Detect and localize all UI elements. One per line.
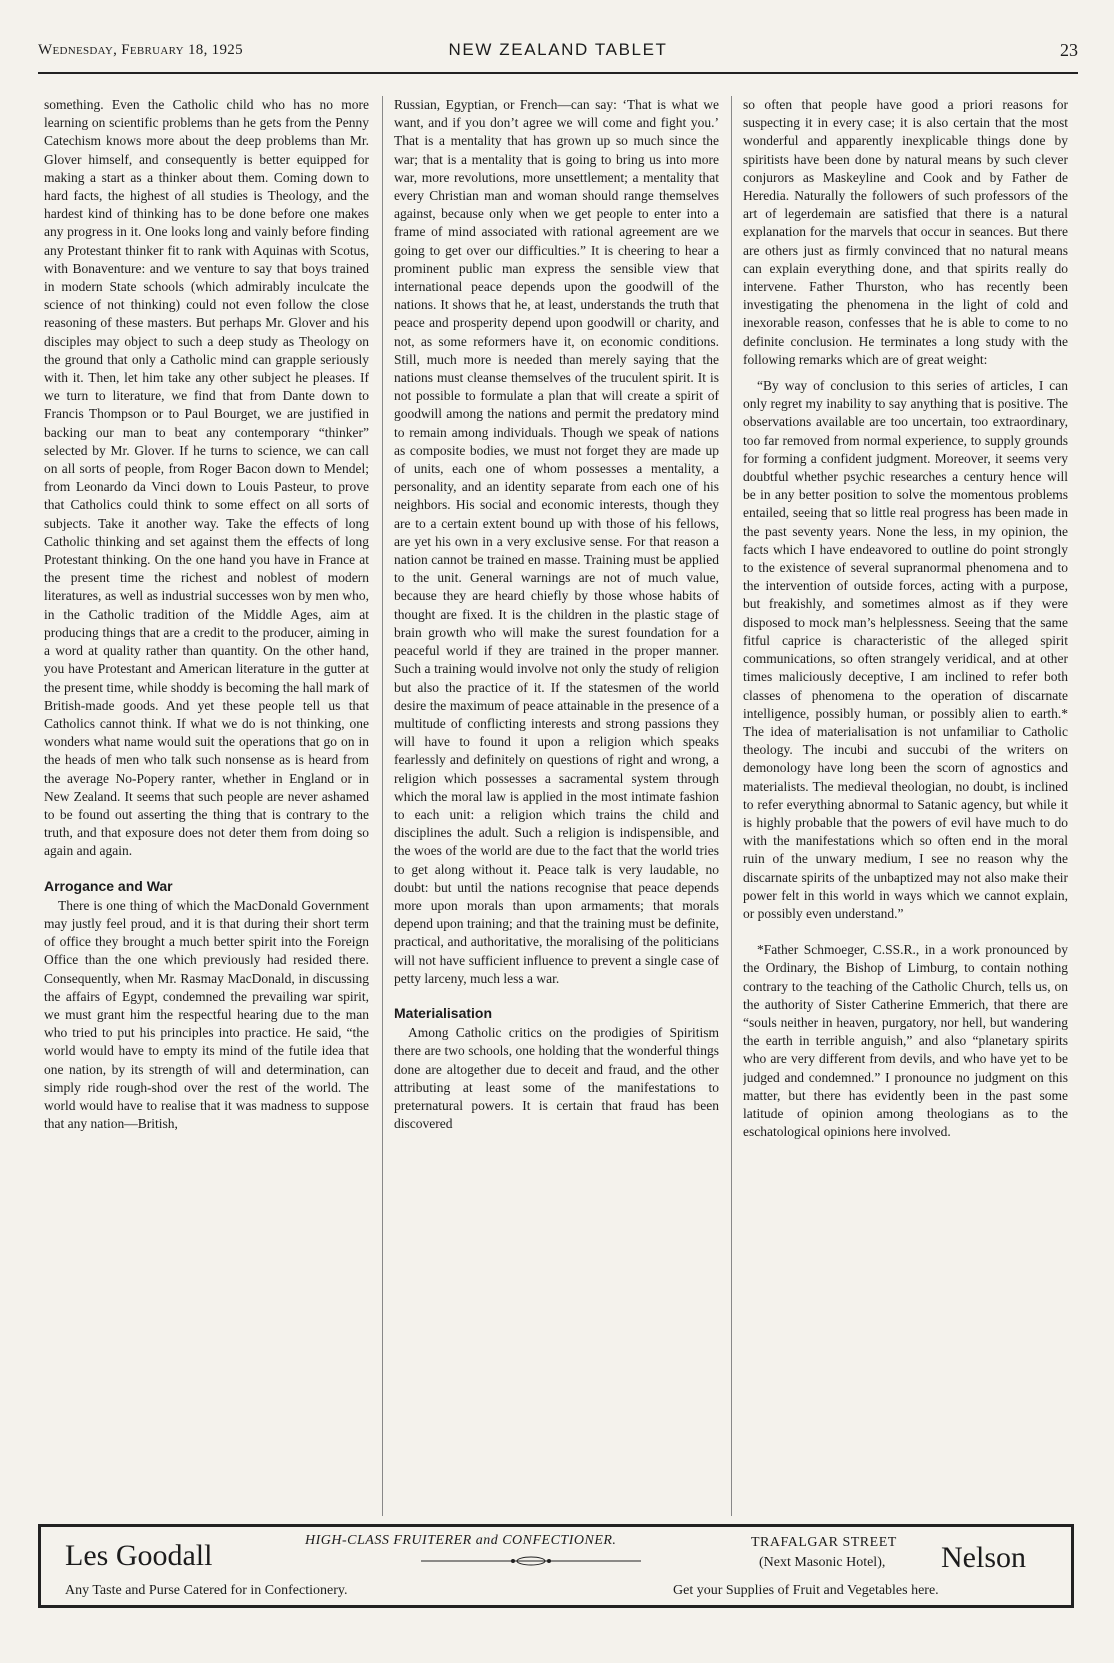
column-2 — [394, 96, 719, 1516]
ad-street: TRAFALGAR STREET — [751, 1535, 897, 1550]
column-1 — [44, 96, 369, 1516]
col3-footnote: *Father Schmoeger, C.SS.R., in a work pronounced by the Ordinary, the Bishop of Limburg, to contain nothing contrary to the teaching of the Catholic Church, tells us, on the authority of Sister Catherine Emmerich, that there are “souls neither in heaven, purgatory, nor hell, but wandering the earth in terrible anguish,” and also “planetary spirits who are very different from devils, and who have yet to be judged and condemned.” I pronounce no judgment on this matter, but there has evidently been in the past some latitude of opinion among theologians as to the eschatological opinions here involved. — [743, 942, 1068, 1140]
page-number: 23 — [1060, 40, 1078, 60]
column-divider-1 — [382, 96, 383, 1516]
goodall-advertisement — [38, 1524, 1074, 1608]
col3-paragraph-1: so often that people have good a priori reasons for suspecting it in every case; it is also certain that the most wonderful and apparently inexplicable things done by spiritists have been done by natural means by such clever conjurors as Maskeyline and Cook and by Father de Heredia. Naturally the followers of such professors of the art of legerdemain are satisfied that there is a natural explanation for the marvels that occur in seances. But there are others just as firmly convinced that no natural means can explain everything done, and that spirits really do intervene. Father Thurston, who has recently been investigating the phenomena in the light of cold and inexorable reason, confesses that he is able to come to no definite conclusion. He terminates a long study with the following remarks which are of great weight: — [743, 97, 1068, 367]
ad-city: Nelson — [941, 1541, 1026, 1574]
col3-quotation: “By way of conclusion to this series of articles, I can only regret my inability to say anything that is positive. The observations available are too uncertain, too extraordinary, too far removed from normal experience, to supply grounds for forming a confident judgment. Moreover, it seems very doubtful whether psychic researches a century hence will be in any better position to solve the momentous problems entailed, seeing that so little real progress has been made in the past seventy years. None the less, in my opinion, the facts which I have endeavored to outline do point strongly to the existence of several supranormal phenomena and to the intervention of outside forces, acting with a purpose, but freakishly, and sometimes almost as if they were disposed to mock man’s helplessness. Seeing that the same fitful caprice is characteristic of the alleged spirit communications, so often strangely veridical, and at other times maliciously deceptive, I am inclined to refer both classes of phenomena to the operation of discarnate intelligence, possibly human, or possibly alien to earth.* The idea of materialisation is not unfamiliar to Catholic theology. The incubi and succubi of the writers on demonology have long been the scorn of agnostics and materialists. The medieval theologian, no doubt, is inclined to refer everything abnormal to Satanic agency, but while it is highly probable that the powers of evil have much to do with the manifestations which so often end in the moral ruin of the unwary medium, I see no reason why the discarnate spirits of the unbaptized may not also make their power felt in this world in ways which we cannot explain, or possibly even understand.” — [743, 378, 1068, 921]
page-header — [38, 40, 1078, 66]
col2-paragraph-1: Russian, Egyptian, or French—can say: ‘That is what we want, and if you don’t agree we will come and fight you.’ That is a mentality that has grown up so much since the war; that is a mentality that is going to bring us into more war, more revolutions, more unsettlement; a mentality that every Christian man and woman should range themselves against, because only when we get people to enter into a frame of mind associated with rational agreement are we going to get over our difficulties.” It is cheering to hear a prominent public man express the sensible view that international peace depends upon the goodwill of the nations. It shows that he, at least, understands the truth that peace and prosperity depend upon goodwill or charity, and not, as some reformers have it, on economic conditions. Still, much more is needed than merely saying that the nations must cleanse themselves of the truculent spirit. It is not possible to formulate a plan that will create a spirit of goodwill among the nations and permit the predatory mind to remain among individuals. Though we speak of nations as composite bodies, we must not forget they are made up of units, each one of whom possesses a mentality, a personality, and an identity separate from each one of his neighbors. His social and economic interests, though they are to a certain extent bound up with those of his fellows, are yet his own in a very exclusive sense. For that reason a nation cannot be trained en masse. Training must be applied to the unit. General warnings are not of much value, because they are heard chiefly by those whose habits of thought are fixed. It is the children in the plastic stage of brain growth who will make the surest foundation for a peaceful world if they are trained in the proper manner. Such a training would involve not only the study of religion but also the practice of it. If the statesmen of the world desire the maximum of peace attainable in the presence of a multitude of conflicting interests and strong passions they will have to found it upon a religion which speaks fearlessly and definitely on questions of right and wrong, a religion which possesses a sacramental system through which the moral law is applied in the most intimate fashion to each unit: a religion which trains the child and disciplines the adult. Such a religion is indispensible, and the woes of the world are due to the fact that the world tries to get along without it. Peace talk is very laudable, no doubt: but until the nations recognise that peace depends more upon morals than upon armaments; that morals depend upon training; and that the training must be definite, practical, and authoritative, the moralising of the politicians will not have sufficient influence to prevent a single case of petty larceny, much less a war. — [394, 97, 719, 986]
publication-title: NEW ZEALAND TABLET — [448, 40, 668, 59]
ad-tagline: HIGH-CLASS FRUITERER and CONFECTIONER. — [305, 1533, 617, 1548]
col1-paragraph-2: There is one thing of which the MacDonald Government may justly feel proud, and it is that during their short term of office they brought a much better spirit into the Foreign Office than the one which previously had resided there. Consequently, when Mr. Rasmay MacDonald, in discussing the affairs of Egypt, condemned the prevailing war spirit, we must grant him the respectful hearing due to the man who tried to put his principles into practice. He said, “the world would have to empty its mind of the futile idea that one nation, by its strength of will and determination, can simply ride rough-shod over the rest of the world. The world would have to realise that it was madness to suppose that any nation—British, — [44, 897, 369, 1132]
ornament-rule-icon — [421, 1555, 641, 1567]
ad-shop-name: Les Goodall — [65, 1539, 213, 1572]
col1-paragraph-1: something. Even the Catholic child who has no more learning on scientific problems than he gets from the Penny Catechism knows more about the deep problems than Mr. Glover himself, and consequently is better equipped for making a start as a thinker about them. Coming down to hard facts, the highest of all studies is Theology, and the hardest kind of thinking has to be done before one makes any progress in it. One looks long and vainly before finding any Protestant thinker fit to rank with Aquinas with Scotus, with Bonaventure: and we venture to say that boys trained in modern State schools (which admirably inculcate the science of not thinking) could not even follow the close reasoning of these masters. But perhaps Mr. Glover and his disciples may object to such a deep study as Theology on the ground that only a Catholic mind can grapple seriously with it. Then, let him take any other subject he pleases. If we turn to literature, we find that from Dante down to Francis Thompson or to Paul Bourget, we are justified in backing our man to beat any contemporary “thinker” selected by Mr. Glover. If he turns to science, we can call on all sorts of people, from Roger Bacon down to Mendel; from Leonardo da Vinci down to Louis Pasteur, to prove that Catholics could think to some effect on all sorts of subjects. Take it another way. Take the effects of long Catholic thinking and set against them the effects of long Protestant thinking. On the one hand you have in France at the present time the richest and noblest of modern literatures, as well as industrial successes won by men who, in the Catholic tradition of the Middle Ages, aim at producing things that are a credit to the producer, aiming in a word at quality rather than quantity. On the other hand, you have Protestant and American literature in the gutter at the present time, while shoddy is becoming the hall mark of British-made goods. And yet these people tell us that Catholics cannot think. If what we do is not thinking, one wonders what name would suit the operations that go on in the heads of men who talk such nonsense as is heard from the average No-Popery ranter, whether in England or in New Zealand. It seems that such people are never ashamed to be found out asserting the thing that is contrary to the truth, and that exposure does not deter them from doing so again and again. — [44, 97, 369, 859]
header-rule — [38, 72, 1078, 74]
heading-materialisation: Materialisation — [394, 1004, 493, 1021]
ad-slogan: Any Taste and Purse Catered for in Confectionery. — [65, 1583, 348, 1598]
ad-supplies-line: Get your Supplies of Fruit and Vegetables here. — [673, 1583, 939, 1598]
heading-arrogance-and-war: Arrogance and War — [44, 877, 173, 894]
column-divider-2 — [731, 96, 732, 1516]
ad-location-note: (Next Masonic Hotel), — [759, 1555, 886, 1570]
issue-date: Wednesday, February 18, 1925 — [38, 42, 243, 58]
col2-paragraph-2: Among Catholic critics on the prodigies of Spiritism there are two schools, one holding that the wonderful things done are altogether due to deceit and fraud, and the other attributing at least some of the manifestations to preternatural powers. It is certain that fraud has been discovered — [394, 1025, 719, 1132]
column-3 — [743, 96, 1068, 1516]
